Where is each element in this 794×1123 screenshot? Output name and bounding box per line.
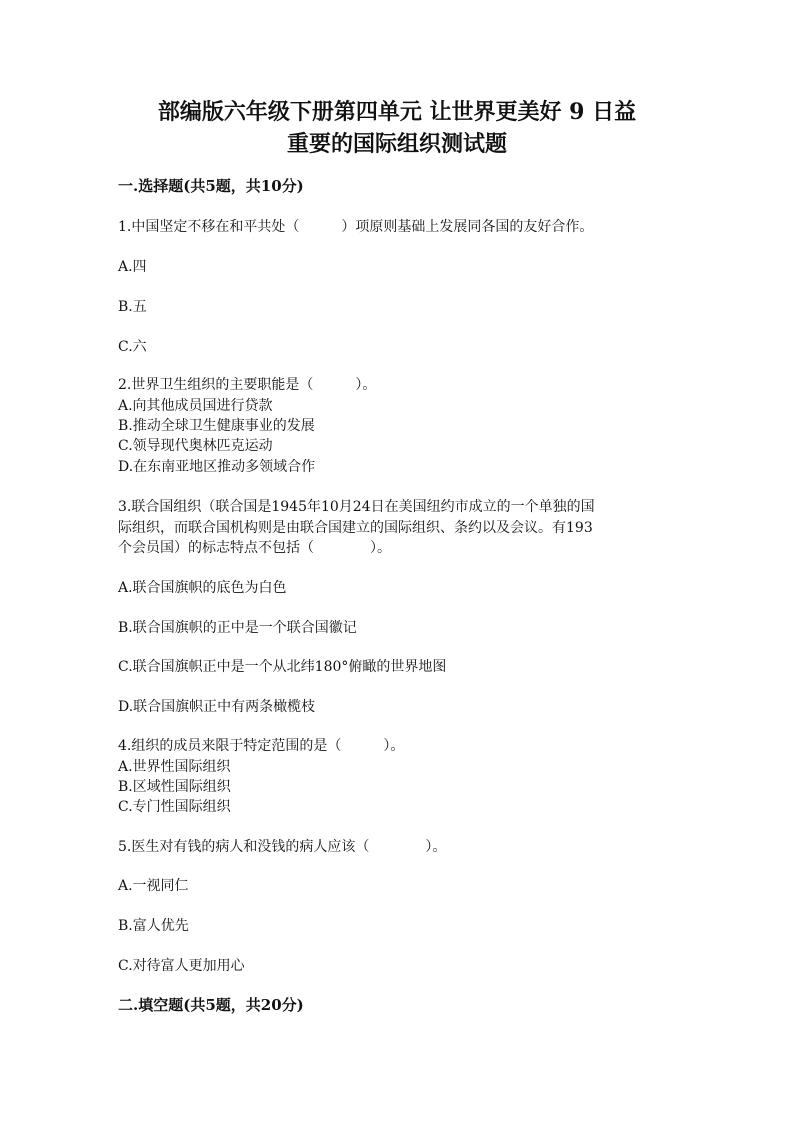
question-1-option-b: B.五 <box>118 299 147 315</box>
question-4-option-b: B.区域性国际组织 <box>118 779 231 795</box>
document-title-line-1: 部编版六年级下册第四单元 让世界更美好 9 日益 <box>157 99 637 125</box>
question-5-option-b: B.富人优先 <box>118 918 189 934</box>
question-3-option-d: D.联合国旗帜正中有两条橄榄枝 <box>118 699 316 715</box>
question-3-stem-line-3: 个会员国）的标志特点不包括（ ）。 <box>118 540 391 556</box>
section-heading-fill-blank: 二.填空题(共5题，共20分) <box>118 996 304 1014</box>
question-1-stem: 1.中国坚定不移在和平共处（ ）项原则基础上发展同各国的友好合作。 <box>118 219 594 235</box>
question-3-option-b: B.联合国旗帜的正中是一个联合国徽记 <box>118 620 357 636</box>
question-3-stem-line-1: 3.联合国组织（联合国是1945年10月24日在美国纽约市成立的一个单独的国 <box>118 499 595 515</box>
question-5-stem: 5.医生对有钱的病人和没钱的病人应该（ ）。 <box>118 839 447 855</box>
question-4-option-a: A.世界性国际组织 <box>118 759 231 775</box>
question-4-stem: 4.组织的成员来限于特定范围的是（ ）。 <box>118 738 405 754</box>
question-4-option-c: C.专门性国际组织 <box>118 799 231 815</box>
question-2-option-a: A.向其他成员国进行贷款 <box>118 398 273 414</box>
question-3-stem-line-2: 际组织，而联合国机构则是由联合国建立的国际组织、条约以及会议。有193 <box>118 520 593 536</box>
question-5-option-c: C.对待富人更加用心 <box>118 958 245 974</box>
question-5-option-a: A.一视同仁 <box>118 878 189 894</box>
section-heading-choice: 一.选择题(共5题，共10分) <box>118 177 304 195</box>
question-1-option-a: A.四 <box>118 259 147 275</box>
question-3-option-c: C.联合国旗帜正中是一个从北纬180°俯瞰的世界地图 <box>118 659 447 675</box>
question-2-option-d: D.在东南亚地区推动多领域合作 <box>118 459 316 475</box>
question-3-option-a: A.联合国旗帜的底色为白色 <box>118 580 287 596</box>
question-2-option-b: B.推动全球卫生健康事业的发展 <box>118 418 315 434</box>
question-2-option-c: C.领导现代奥林匹克运动 <box>118 438 273 454</box>
document-title-line-2: 重要的国际组织测试题 <box>286 131 507 157</box>
question-1-option-c: C.六 <box>118 339 147 355</box>
question-2-stem: 2.世界卫生组织的主要职能是（ ）。 <box>118 377 377 393</box>
